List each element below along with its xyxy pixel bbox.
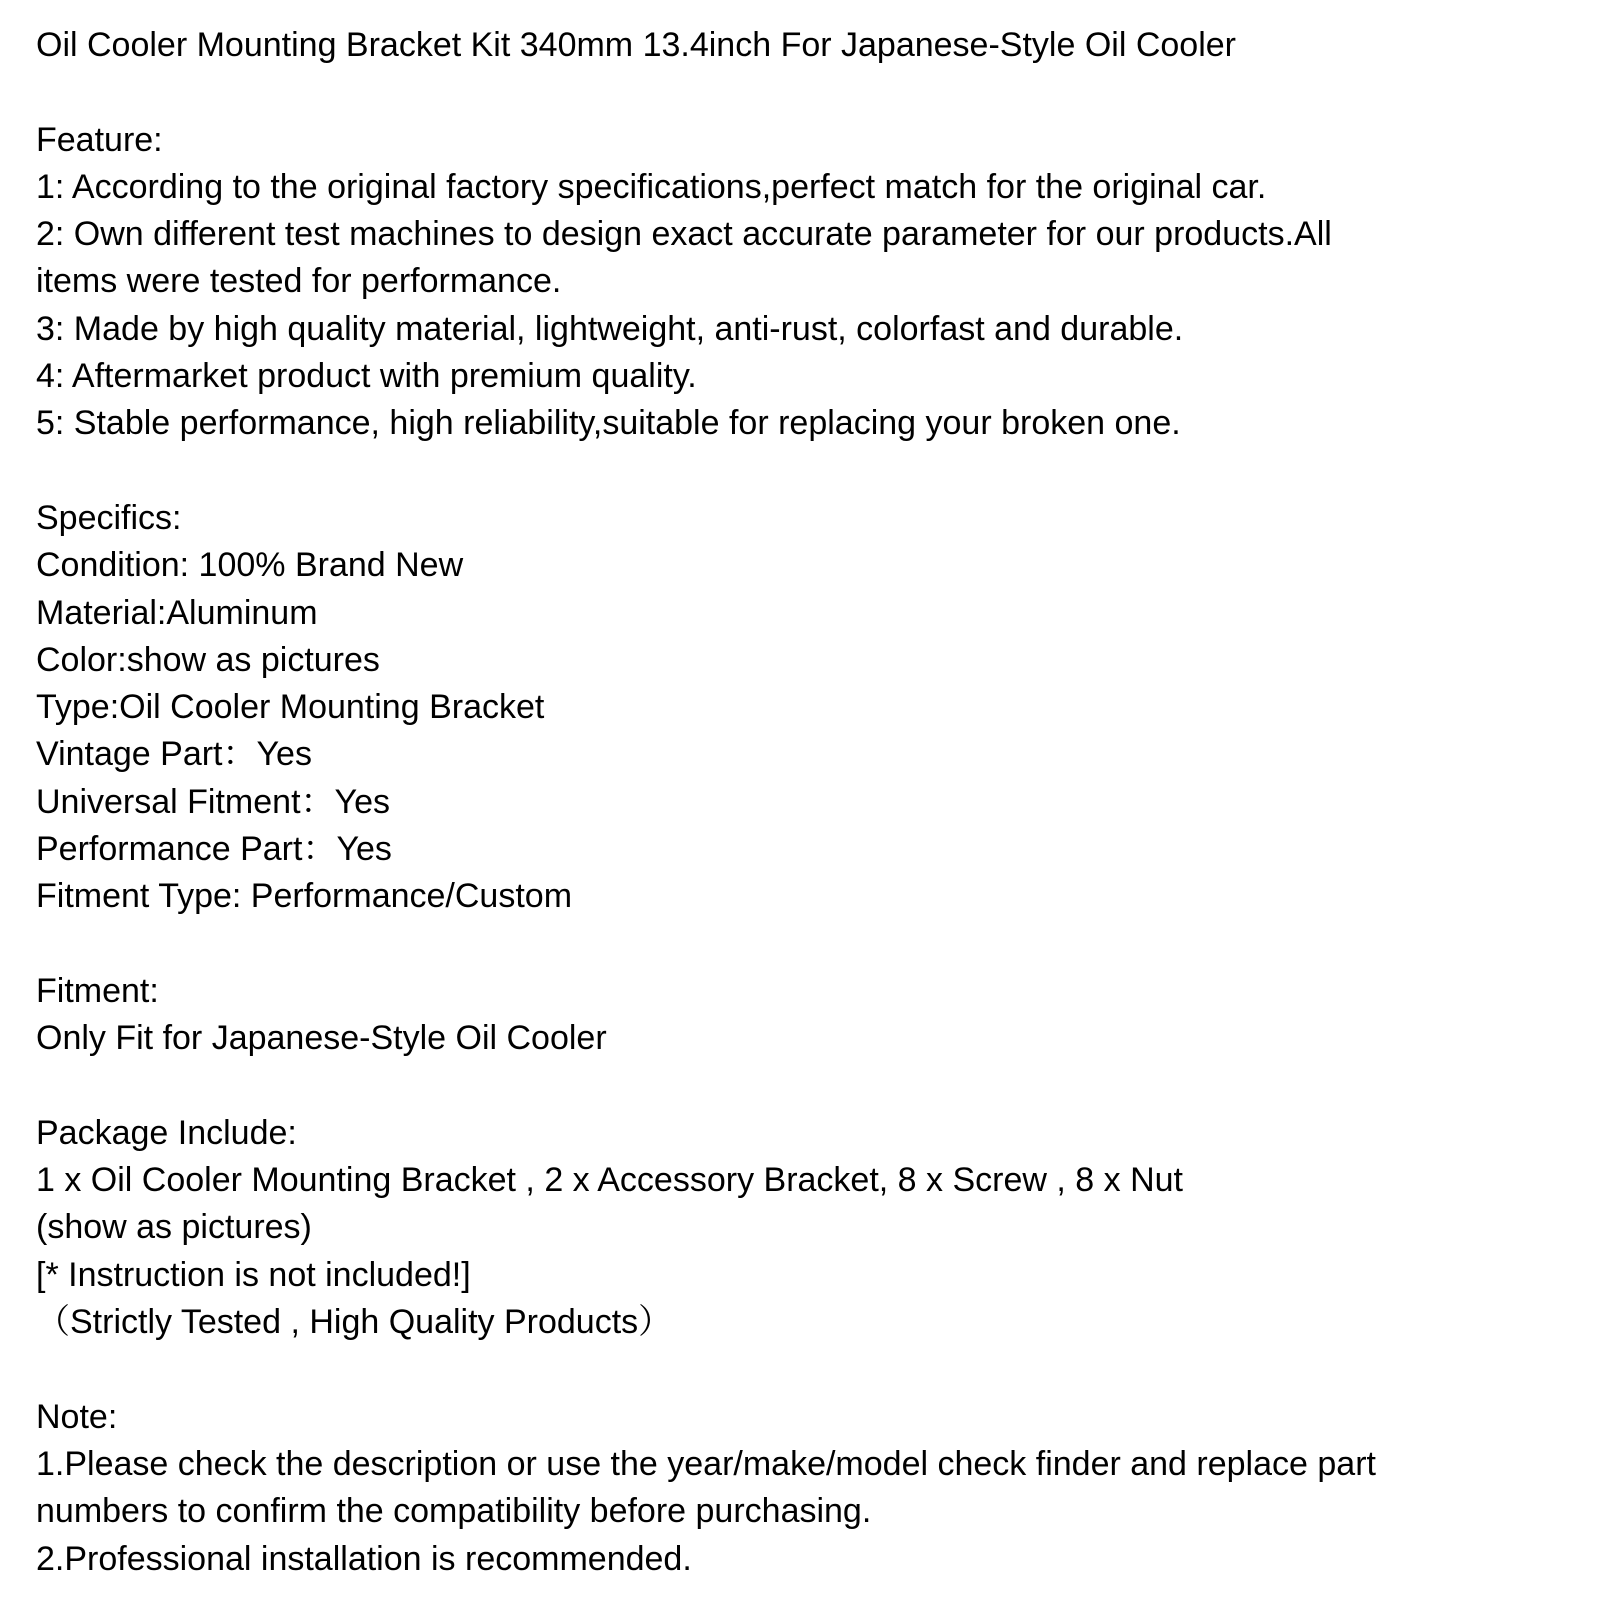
feature-item: items were tested for performance.	[36, 262, 562, 301]
specifics-item: Condition: 100% Brand New	[36, 546, 464, 585]
specifics-item: Universal Fitment：Yes	[36, 782, 390, 821]
package-item: (show as pictures)	[36, 1208, 312, 1247]
spacer	[36, 448, 1576, 495]
fitment-item: Only Fit for Japanese-Style Oil Cooler	[36, 1019, 607, 1058]
note-item: 1.Please check the description or use the year/make/model check finder and replace part	[36, 1444, 1376, 1483]
package-item: （Strictly Tested , High Quality Products）	[36, 1303, 673, 1342]
package-heading: Package Include:	[36, 1113, 297, 1152]
note-heading: Note:	[36, 1397, 118, 1436]
feature-heading: Feature:	[36, 120, 163, 159]
feature-item: 1: According to the original factory specifications,perfect match for the original car.	[36, 167, 1267, 206]
feature-item: 5: Stable performance, high reliability,suitable for replacing your broken one.	[36, 404, 1181, 443]
note-item: numbers to confirm the compatibility before purchasing.	[36, 1492, 872, 1531]
package-item: 1 x Oil Cooler Mounting Bracket , 2 x Accessory Bracket, 8 x Screw , 8 x Nut	[36, 1161, 1183, 1200]
specifics-item: Performance Part：Yes	[36, 830, 392, 869]
specifics-heading: Specifics:	[36, 498, 182, 537]
package-item: [* Instruction is not included!]	[36, 1255, 471, 1294]
spacer	[36, 921, 1576, 968]
feature-item: 2: Own different test machines to design exact accurate parameter for our products.All	[36, 215, 1332, 254]
feature-item: 4: Aftermarket product with premium quality.	[36, 357, 697, 396]
specifics-item: Vintage Part：Yes	[36, 735, 312, 774]
specifics-item: Fitment Type: Performance/Custom	[36, 877, 573, 916]
specifics-item: Color:show as pictures	[36, 640, 380, 679]
fitment-heading: Fitment:	[36, 971, 159, 1010]
product-description	[36, 22, 1576, 1583]
spacer	[36, 1346, 1576, 1393]
product-title: Oil Cooler Mounting Bracket Kit 340mm 13.4inch For Japanese-Style Oil Cooler	[36, 26, 1236, 64]
note-item: 2.Professional installation is recommended.	[36, 1539, 692, 1578]
feature-item: 3: Made by high quality material, lightweight, anti-rust, colorfast and durable.	[36, 309, 1184, 348]
specifics-item: Type:Oil Cooler Mounting Bracket	[36, 688, 545, 727]
specifics-item: Material:Aluminum	[36, 593, 318, 632]
spacer	[36, 69, 1576, 116]
spacer	[36, 1063, 1576, 1110]
